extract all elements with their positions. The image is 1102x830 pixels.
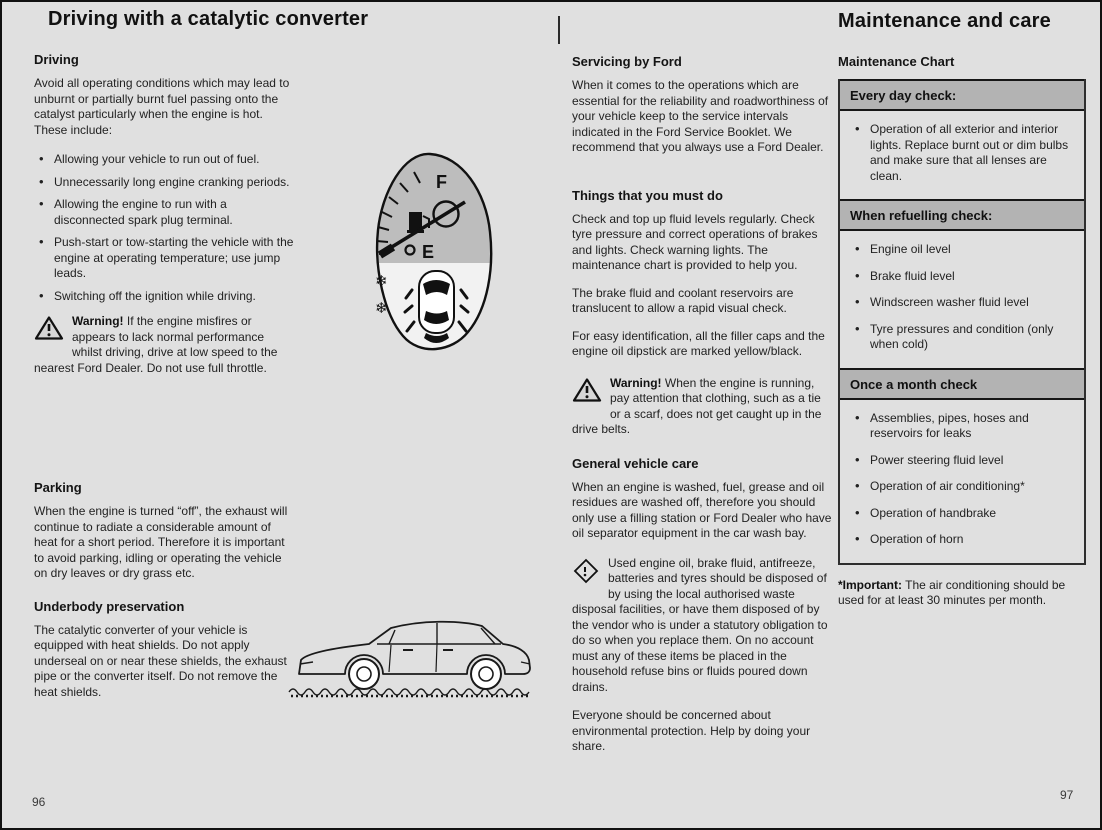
general-care-heading: General vehicle care [572,455,699,471]
chart-section-body [840,111,1084,199]
environment-body: Everyone should be concerned about environmental protection. Help by doing your share. [572,708,811,753]
chart-section-body [840,231,1084,368]
maintenance-chart-heading: Maintenance Chart [838,54,955,69]
ground-grass [289,689,529,696]
driving-heading: Driving [34,52,79,67]
page-number-left: 96 [32,795,46,809]
chart-section-header: Every day check: [840,79,1084,111]
underbody-heading: Underbody preservation [34,598,185,614]
important-lead: *Important: [838,577,902,592]
list-item: • Operation of air conditioning* [850,479,1076,495]
servicing-body: When it comes to the operations which are essential for the reliability and roadworthiness of your vehicle keep to the service intervals indicated in the Ford Service Booklet. We recommend that you always use a Ford Dealer. [572,78,829,154]
gauge-full-label: F [436,172,447,192]
maintenance-chart-column [838,54,1086,621]
chart-section-header: When refuelling check: [840,199,1084,231]
svg-text:❄: ❄ [375,300,388,317]
gauge-empty-label: E [422,242,435,262]
important-note [838,578,1086,609]
disposal-block [572,556,834,696]
list-item: • Unnecessarily long engine cranking periods. [34,175,296,191]
maintenance-chart [838,79,1086,565]
things-paragraph: The brake fluid and coolant reservoirs are translucent to allow a rapid visual check. [572,285,794,315]
page-divider [558,16,560,44]
list-item: • Tyre pressures and condition (only when cold) [850,322,1076,353]
list-item: • Power steering fluid level [850,453,1076,469]
things-heading: Things that you must do [572,187,723,203]
important-text: The air conditioning should be used for at least 30 minutes per month. [838,577,1066,607]
list-item: • Switching off the ignition while driving. [34,289,296,305]
warning-triangle-icon [572,377,602,408]
list-item: • Allowing the engine to run with a disconnected spark plug terminal. [34,197,296,228]
general-care-body: When an engine is washed, fuel, grease and oil residues are washed off, therefore you should only use a filling station or Ford Dealer who have oil separator equipment in the car wash bay. [572,479,832,540]
list-item: • Allowing your vehicle to run out of fuel. [34,152,296,168]
page-title-right: Maintenance and care [838,10,1051,32]
warning-lead: Warning! [610,375,662,390]
warning-block-engine [572,376,834,438]
recycle-diamond-icon [572,557,600,590]
car-side-illustration [285,612,543,705]
things-paragraph: Check and top up fluid levels regularly. Check tyre pressure and correct operations of brakes and lights. Check warning lights. The maintenance chart is provided to help you. [572,211,818,272]
warning-text: If the engine misfires or appears to lack normal performance whilst driving, drive at low speed to the nearest Ford Dealer. Do not use full throttle. [34,314,278,375]
warning-block-driving [34,314,296,376]
list-item: • Windscreen washer fluid level [850,295,1076,311]
warning-text: When the engine is running, pay attention that clothing, such as a tie or a scarf, does not get caught up in the drive belts. [572,375,822,436]
underbody-body: The catalytic converter of your vehicle is equipped with heat shields. Do not apply underseal on or near these shields, the exhaust pipe or the converter itself. Do not remove the heat shields. [34,622,287,699]
list-item: • Brake fluid level [850,269,1076,285]
driving-bullet-list [34,152,296,304]
left-text-column [34,52,296,712]
parking-heading: Parking [34,480,82,495]
right-text-column [572,54,834,767]
parking-body: When the engine is turned “off”, the exhaust will continue to radiate a considerable amount of heat for a short period. Therefore it is important to avoid parking, idling or operating the vehicle on dry leaves or dry grass etc. [34,504,288,580]
driving-intro: Avoid all operating conditions which may lead to unburnt or partially burnt fuel passing onto the catalyst particularly when the engine is hot. These include: [34,76,290,137]
warning-triangle-icon [34,315,64,346]
list-item: • Engine oil level [850,242,1076,258]
list-item: • Operation of horn [850,532,1076,548]
list-item: • Push-start or tow-starting the vehicle with the engine at operating temperature; use jump leads. [34,235,296,282]
page-number-right: 97 [1060,788,1074,802]
list-item: • Operation of all exterior and interior lights. Replace burnt out or dim bulbs and make sure that all lenses are clean. [850,122,1076,184]
chart-section-header: Once a month check [840,368,1084,400]
list-item: • Assemblies, pipes, hoses and reservoirs for leaks [850,411,1076,442]
disposal-text: Used engine oil, brake fluid, antifreeze, batteries and tyres should be disposed of by using the local authorised waste disposal facilities, or have them disposed of by the vendor who is under a statutory obligation to do so when you replace them. On no account must any of these items be placed in the household refuse bins or fluids poured down drains. [572,555,828,694]
things-paragraph: For easy identification, all the filler caps and the engine oil dipstick are marked yellow/black. [572,328,825,358]
chart-section-body [840,400,1084,563]
warning-lead: Warning! [72,314,124,328]
list-item: • Operation of handbrake [850,506,1076,522]
fuel-gauge-illustration [362,150,514,369]
servicing-heading: Servicing by Ford [572,54,682,69]
svg-text:❄: ❄ [375,273,388,290]
page-title-left: Driving with a catalytic converter [48,8,369,30]
